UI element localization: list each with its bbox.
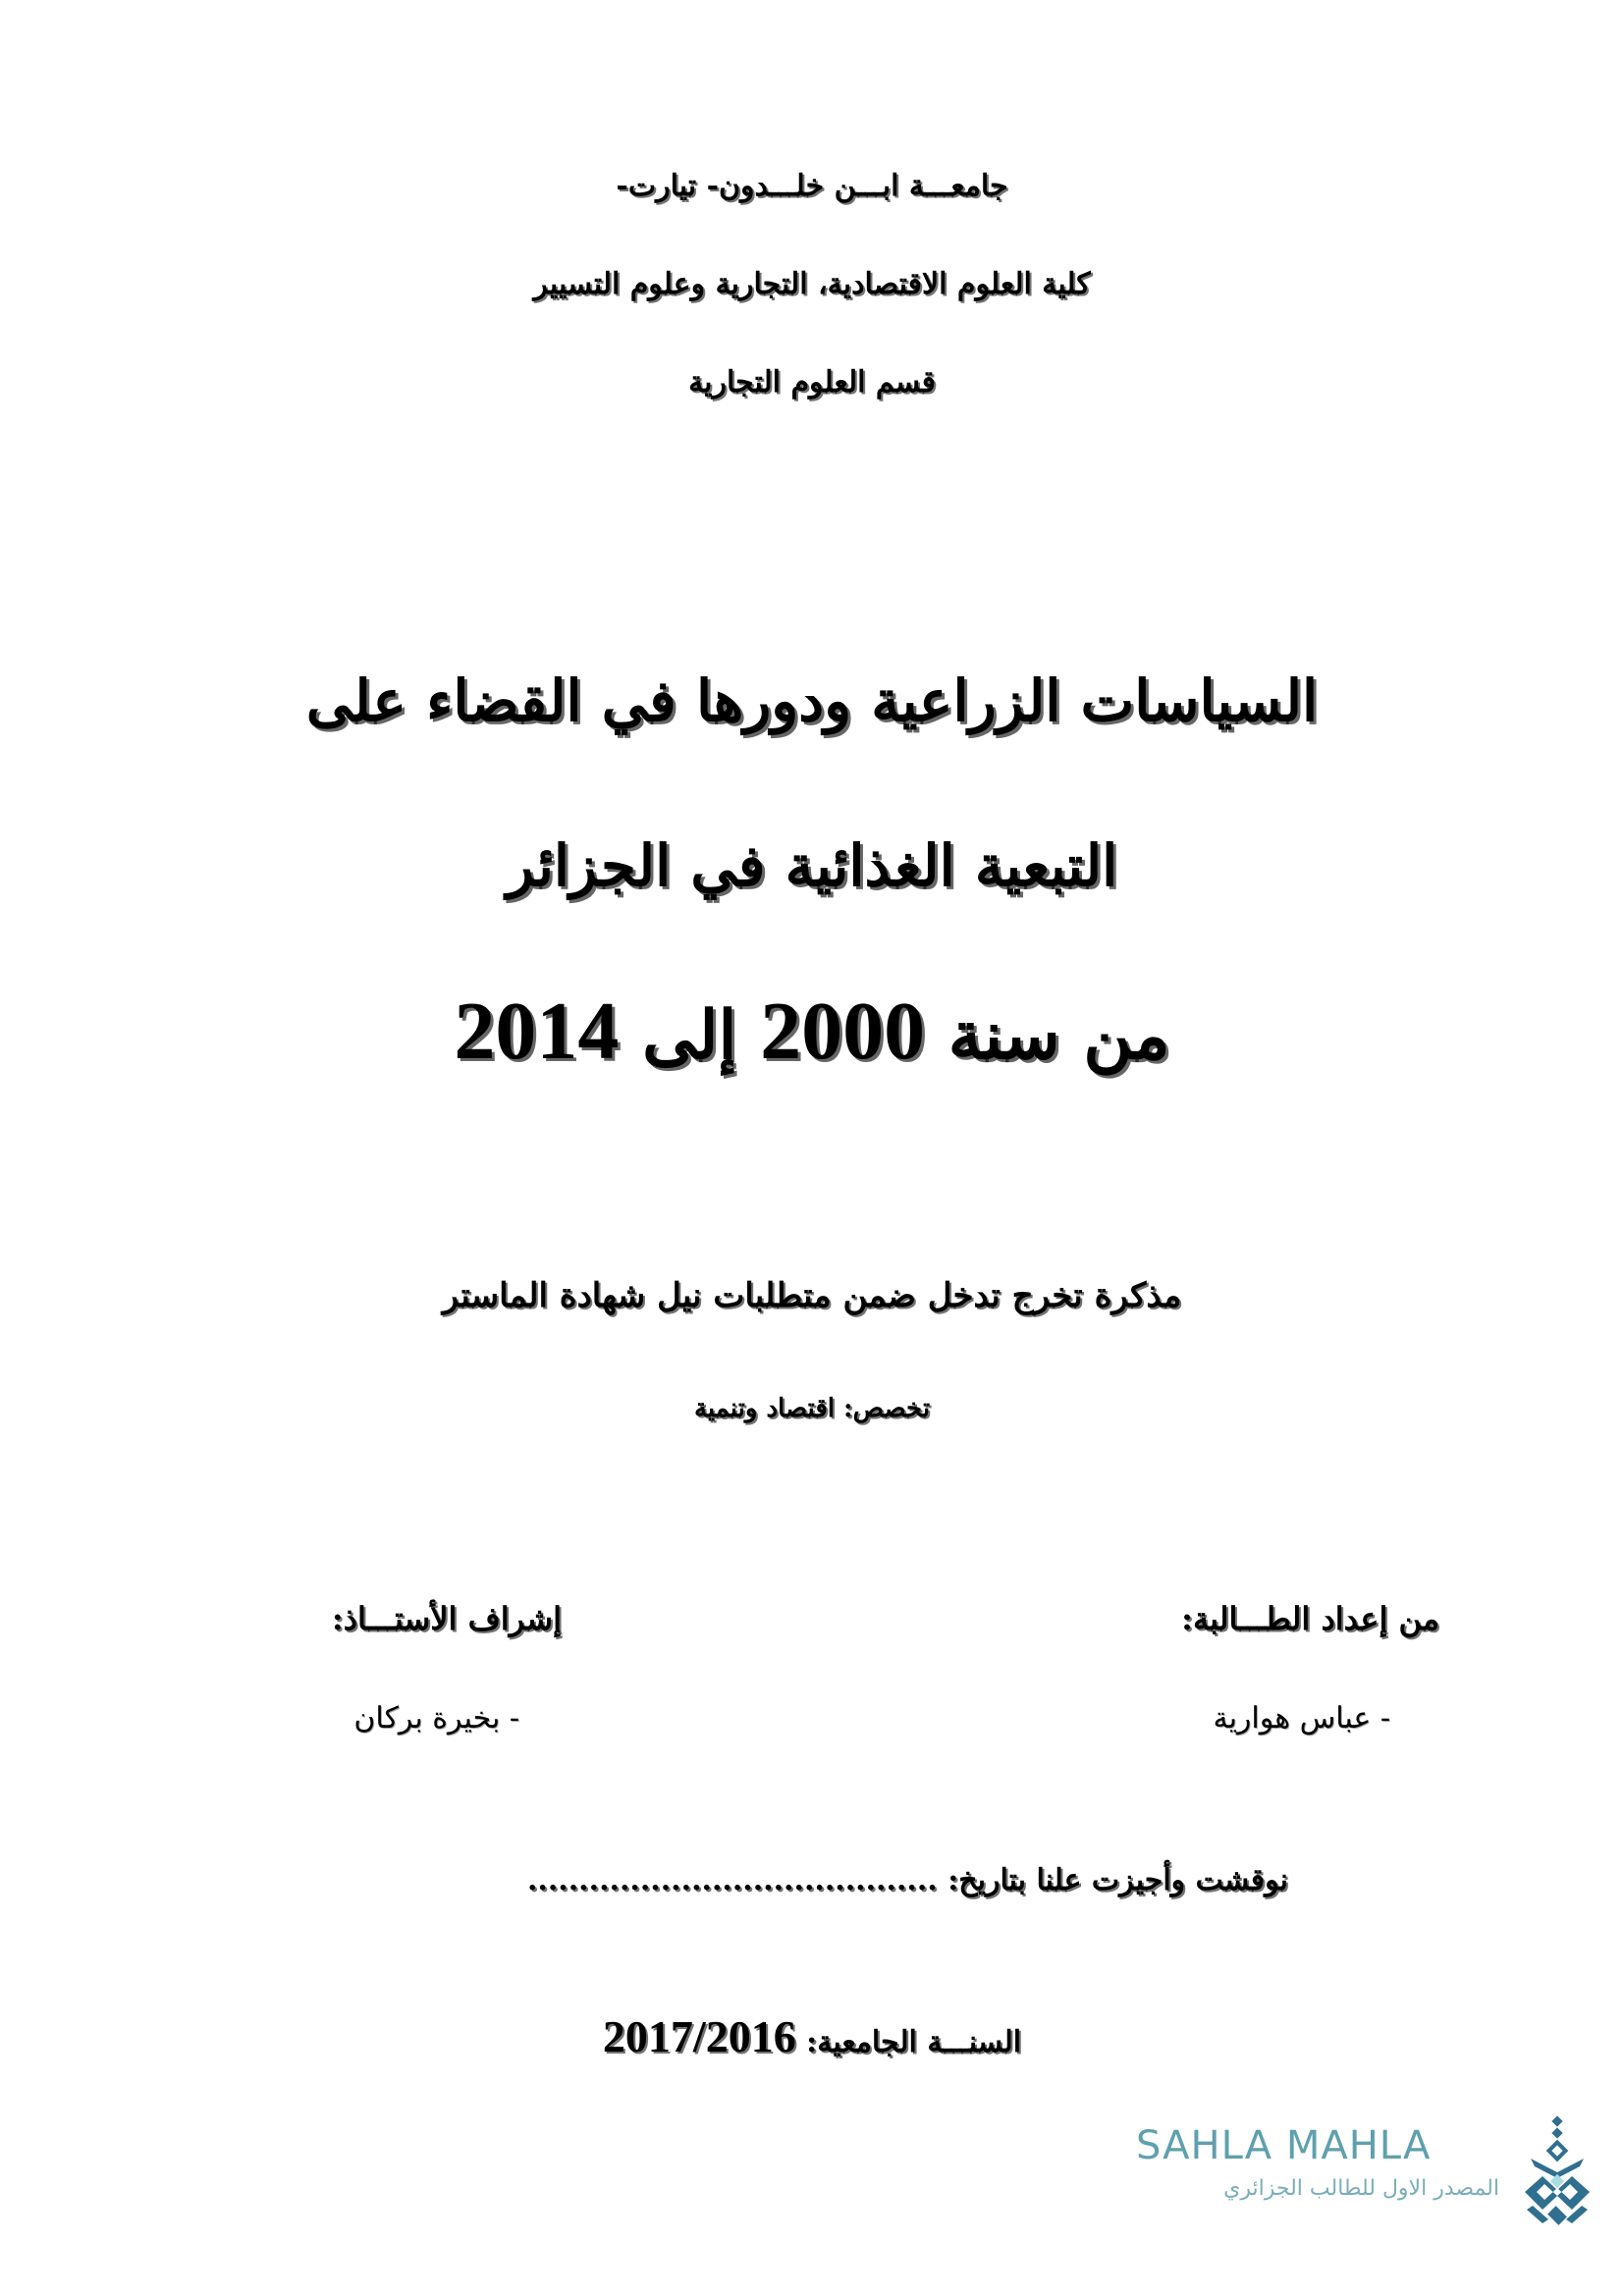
- academic-year-label: السنـــة الجامعية:: [806, 2025, 1022, 2059]
- watermark-tagline: المصدر الاول للطالب الجزائري: [1223, 2176, 1499, 2201]
- faculty-name: كلية العلوم الاقتصادية، التجارية وعلوم التسيير: [533, 267, 1091, 301]
- university-name: جامعـــة ابـــن خلـــدون- تيارت-: [616, 169, 1008, 203]
- thesis-description: مذكرة تخرج تدخل ضمن متطلبات نيل شهادة الماستر: [442, 1276, 1182, 1315]
- title-period-prefix: من سنة: [947, 996, 1170, 1075]
- thesis-specialization: تخصص: اقتصاد وتنمية: [693, 1394, 931, 1423]
- student-name: - عباس هوارية: [1213, 1701, 1390, 1735]
- thesis-title-line-1: السياسات الزراعية ودورها في القضاء على: [305, 667, 1319, 734]
- academic-year-value: 2017/2016: [602, 2011, 796, 2061]
- student-label: من إعداد الطـــالبة:: [1181, 1600, 1439, 1637]
- supervisor-label: إشراف الأستـــاذ:: [331, 1600, 562, 1637]
- calligraphy-logo-icon: [1519, 2115, 1596, 2225]
- title-year-from: 2000: [760, 986, 926, 1077]
- department-name: قسم العلوم التجارية: [688, 365, 936, 400]
- sahla-mahla-watermark: [1134, 2115, 1596, 2233]
- thesis-title-line-2: التبعية الغذائية في الجزائر: [506, 832, 1118, 899]
- title-period-middle: إلى: [642, 996, 737, 1075]
- supervisor-name: - بخيرة بركان: [353, 1701, 519, 1735]
- defense-date-line: [527, 1863, 1288, 1897]
- academic-year-line: [0, 2010, 1624, 2062]
- watermark-brand-text: SAHLA MAHLA: [1136, 2123, 1432, 2168]
- defense-label: نوقشت وأجيزت علنا بتاريخ:: [947, 1863, 1288, 1897]
- defense-date-placeholder: ........................................: [526, 1863, 938, 1897]
- thesis-title-line-3: [0, 984, 1624, 1079]
- title-year-to: 2014: [454, 986, 620, 1077]
